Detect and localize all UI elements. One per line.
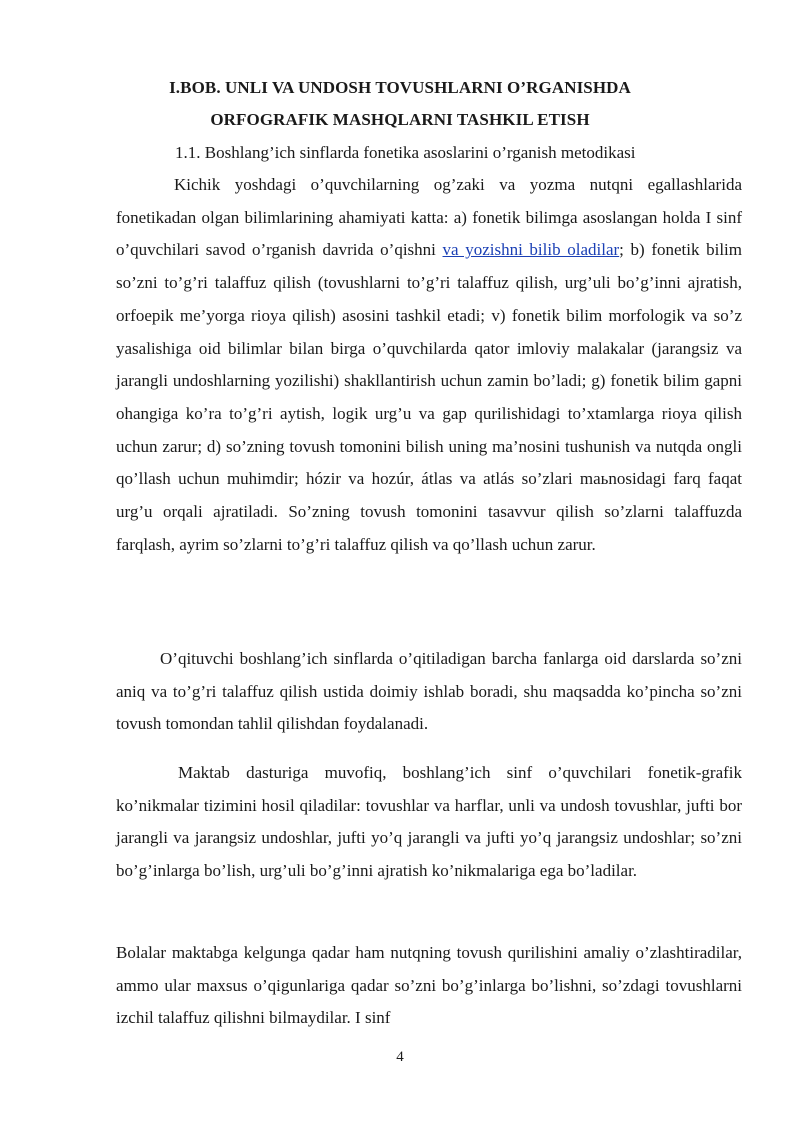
hyperlink-text[interactable]: va yozishni bilib oladilar bbox=[442, 240, 620, 260]
page-number: 4 bbox=[396, 1049, 404, 1065]
paragraph-1-text-start: Kichik yoshdagi o’quvchilarning og’zaki va yozma nutqni egallashlarida fonetikadan olgan bilimlarining ahamiyati katta: a) fonetik bilimga asoslangan holda I sinf o’quvchilari savod o’rganish davrida o’qishni bbox=[116, 175, 742, 260]
paragraph-1-text-end: ; b) fonetik bilim so’zni to’g’ri talaffuz qilish (tovushlarni to’g’ri talaffuz qilish, urg’uli bo’g’inni ajratish, orfoepik me’yorga rioya qilish) asosini tashkil etadi; v) fonetik bilim morfologik va so’z yasalishiga oid bilimlar bilan birga o’quvchilarda qator imloviy malakalar (jarangsiz va jarangli undoshlarning yozilishi) shakllantirish uchun zamin bo’ladi; g) fonetik bilim gapni ohangiga ko’ra to’g’ri aytish, logik urg’u va gap qurilishidagi to’xtamlarga rioya qilish uchun zarur; d) so’zning tovush tomonini bilish uning ma’nosini tushunish va nutqda ongli qo’llash uchun muhimdir; hózir va hozúr, átlas va atlás so’zlari maьnosidagi farq faqat urg’u orqali ajratiladi. So’zning tovush tomonini tasavvur qilish so’zlarni talaffuzda farqlash, ayrim so’zlarni to’g’ri talaffuz qilish va qo’llash uchun zarur. bbox=[116, 240, 743, 554]
paragraph-3: Maktab dasturiga muvofiq, boshlang’ich sinf o’quvchilari fonetik-grafik ko’nikmalar tizimini hosil qiladilar: tovushlar va harflar, unli va undosh tovushlar, jufti bor jarangli va jarangsiz undoshlar, jufti yo’q jarangli va jufti yo’q jarangsiz undoshlar; so’zni bo’g’inlarga bo’lish, urg’uli bo’g’inni ajratish ko’nikmalariga ega bo’ladilar. bbox=[116, 763, 742, 881]
chapter-heading-line-1: I.BOB. UNLI VA UNDOSH TOVUSHLARNI O’RGANISHDA bbox=[169, 78, 631, 97]
section-title: 1.1. Boshlang’ich sinflarda fonetika asoslarini o’rganish metodikasi bbox=[175, 143, 636, 162]
paragraph-1 bbox=[116, 169, 742, 561]
paragraph-4: Bolalar maktabga kelgunga qadar ham nutqning tovush qurilishini amaliy o’zlashtiradilar, ammo ular maxsus o’qigunlariga qadar so’zni bo’g’inlarga bo’lishni, so’zdagi tovushlarni izchil talaffuz qilishni bilmaydilar. I sinf bbox=[116, 943, 742, 1028]
paragraph-2: O’qituvchi boshlang’ich sinflarda o’qitiladigan barcha fanlarga oid darslarda so’zni aniq va to’g’ri talaffuz qilish ustida doimiy ishlab boradi, shu maqsadda ko’pincha so’zni tovush tomondan tahlil qilishdan foydalanadi. bbox=[116, 649, 742, 734]
chapter-heading-line-2: ORFOGRAFIK MASHQLARNI TASHKIL ETISH bbox=[210, 110, 590, 129]
